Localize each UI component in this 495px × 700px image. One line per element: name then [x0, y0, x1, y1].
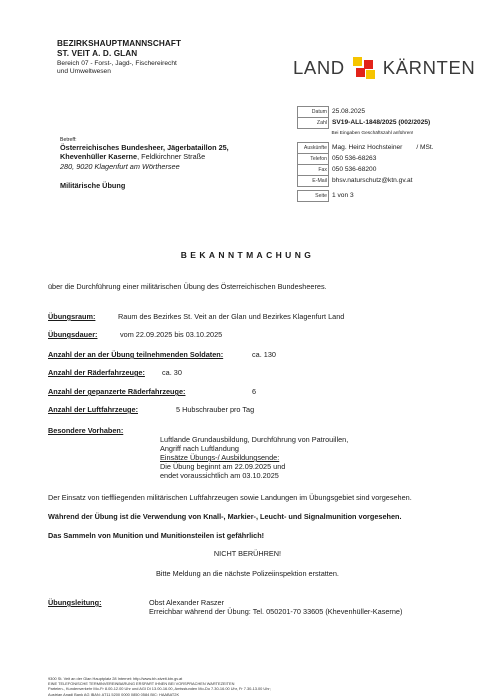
report-text: Bitte Meldung an die nächste Polizeiinspektion erstatten. — [156, 569, 339, 578]
meta-auskunft-suffix: / MSt. — [416, 144, 434, 151]
meta-label-telefon: Telefon — [298, 154, 329, 165]
footer — [48, 676, 271, 697]
betreff-label: Betreff: — [60, 137, 77, 143]
meta-row-zahl — [298, 118, 435, 129]
document-heading: BEKANNTMACHUNG — [180, 250, 315, 260]
leitung-name: Obst Alexander Raszer — [149, 598, 225, 607]
meta-value-datum: 25.08.2025 — [332, 108, 366, 115]
vorhaben-line2: Angriff nach Luftlandung — [160, 444, 239, 453]
authority-name-line2: ST. VEIT A. D. GLAN — [57, 49, 138, 58]
meta-label-zahl: Zahl — [298, 118, 329, 129]
field-raeder-label — [48, 368, 145, 377]
field-soldaten-label — [48, 350, 223, 359]
meta-label-datum: Datum — [298, 107, 329, 118]
uebungsdauer-value: vom 22.09.2025 bis 03.10.2025 — [120, 330, 223, 339]
leitung-contact: Erreichbar während der Übung: Tel. 050201-70 33605 (Khevenhüller-Kaserne) — [149, 607, 403, 616]
raeder-value: ca. 30 — [162, 368, 182, 377]
meta-value-email[interactable]: bhsv.naturschutz@ktn.gv.at — [332, 177, 413, 184]
paragraph-munition: Während der Übung ist die Verwendung von Knall-, Markier-, Leucht- und Signalmunition vorgesehen. — [48, 512, 402, 521]
betreff-line2 — [60, 152, 280, 161]
meta-row-telefon — [298, 154, 435, 165]
meta-value-zahl: SV19-ALL-1848/2025 (002/2025) — [332, 119, 431, 126]
meta-row-auskunft — [298, 143, 435, 154]
meta-row-fax — [298, 165, 435, 176]
field-uebungsraum-label — [48, 312, 95, 321]
betreff-subject: Militärische Übung — [60, 181, 126, 190]
raeder-label: Anzahl der Räderfahrzeuge: — [48, 368, 145, 377]
soldaten-value: ca. 130 — [252, 350, 276, 359]
meta-label-fax: Fax — [298, 165, 329, 176]
logo-text-land: LAND — [293, 57, 345, 78]
vorhaben-line4: Die Übung beginnt am 22.09.2025 und — [160, 462, 286, 471]
betreff-block — [60, 143, 280, 171]
land-kaernten-logo — [293, 56, 475, 80]
vorhaben-block — [160, 435, 348, 480]
meta-value-telefon: 050 536-68263 — [332, 155, 377, 162]
warning-text: NICHT BERÜHREN! — [213, 549, 282, 558]
uebungsraum-value: Raum des Bezirkes St. Veit an der Glan und Bezirkes Klagenfurt Land — [118, 312, 345, 321]
meta-label-auskunft: Auskünfte — [298, 143, 329, 154]
meta-label-seite: Seite — [298, 191, 329, 202]
betreff-kaserne: Khevenhüller Kaserne — [60, 152, 138, 162]
authority-name-line1: BEZIRKSHAUPTMANNSCHAFT — [57, 39, 182, 48]
betreff-street: , Feldkirchner Straße — [137, 152, 206, 162]
paragraph-luftfahrzeuge: Der Einsatz von tieffliegenden militärischen Luftfahrzeugen sowie Landungen im Übungsgebiet sind vorgesehen. — [48, 493, 412, 502]
document-meta-table — [297, 106, 435, 202]
carinthia-emblem-icon — [353, 57, 375, 79]
field-uebungsdauer-label — [48, 330, 97, 339]
leitung-block — [149, 598, 402, 616]
footer-line1: 9300 St. Veit an der Glan Hauptplatz 28 Internet: http://www.bh-stveit.ktn.gv.at — [48, 676, 183, 681]
authority-department — [57, 60, 197, 76]
field-gepanzert-label — [48, 387, 185, 396]
footer-line4: Austrian Anadi Bank AG IBAN: AT11 5200 0000 0850 0584 BIC: HAABAT2K — [48, 691, 180, 697]
emblem-square-yellow-bottom — [366, 70, 375, 79]
luftfahrzeuge-value: 5 Hubschrauber pro Tag — [176, 405, 255, 414]
footer-line2: EINE TELEFONISCHE TERMINVEREINBARUNG ERSPART IHNEN BEI VORSPRACHEN WARTEZEITEN — [48, 681, 235, 687]
meta-row-seite — [298, 191, 435, 202]
meta-row-email — [298, 176, 435, 187]
footer-line3: Parteien-, Kundenverkehr Mo-Fr 8.00-12.00 Uhr und AGI Di 13.00-16.00, Amtsstunden Mo-Do 7.30-16.00 Uhr, Fr 7.30-13.00 Uhr; — [48, 686, 271, 692]
meta-value-seite: 1 von 3 — [332, 192, 354, 199]
department-line1: Bereich 07 - Forst-, Jagd-, Fischereirecht — [57, 60, 177, 67]
meta-zahl-note: Bei Eingaben Geschäftszahl anführen! — [331, 130, 414, 136]
intro-text: über die Durchführung einer militärischen Übung des Österreichischen Bundesheeres. — [48, 282, 327, 291]
luftfahrzeuge-label: Anzahl der Luftfahrzeuge: — [48, 405, 138, 414]
authority-name — [57, 39, 181, 59]
field-vorhaben-label — [48, 426, 123, 435]
meta-label-email: E-Mail — [298, 176, 329, 187]
meta-row-datum — [298, 107, 435, 118]
logo-text-kaernten: KÄRNTEN — [382, 57, 476, 78]
emblem-square-red-bottom — [356, 68, 365, 77]
betreff-line1: Österreichisches Bundesheer, Jägerbataillon 25, — [60, 143, 229, 152]
meta-auskunft-name: Mag. Heinz Hochsteiner — [332, 144, 403, 151]
gepanzert-value: 6 — [252, 387, 257, 396]
vorhaben-line5: endet voraussichtlich am 03.10.2025 — [160, 471, 279, 480]
field-leitung-label — [48, 598, 102, 607]
meta-value-auskunft — [329, 143, 435, 154]
soldaten-label: Anzahl der an der Übung teilnehmenden Soldaten: — [48, 350, 224, 359]
emblem-square-yellow — [353, 57, 362, 66]
vorhaben-line3: Einsätze Übungs-/ Ausbildungsende: — [160, 453, 280, 462]
uebungsraum-label: Übungsraum: — [48, 312, 96, 321]
meta-value-fax: 050 536-68200 — [332, 166, 377, 173]
paragraph-gefahr: Das Sammeln von Munition und Munitionsteilen ist gefährlich! — [48, 531, 265, 540]
field-luftfahrzeuge-label — [48, 405, 138, 414]
vorhaben-label: Besondere Vorhaben: — [48, 426, 124, 435]
betreff-line3: 280, 9020 Klagenfurt am Wörthersee — [60, 161, 180, 171]
meta-row-zahl-note — [298, 129, 435, 140]
department-line2: und Umweltwesen — [57, 68, 111, 76]
emblem-square-red-top — [364, 60, 373, 69]
vorhaben-line1: Luftlande Grundausbildung, Durchführung von Patrouillen, — [160, 435, 349, 444]
gepanzert-label: Anzahl der gepanzerte Räderfahrzeuge: — [48, 387, 186, 396]
leitung-label: Übungsleitung: — [48, 598, 102, 607]
uebungsdauer-label: Übungsdauer: — [48, 330, 98, 339]
